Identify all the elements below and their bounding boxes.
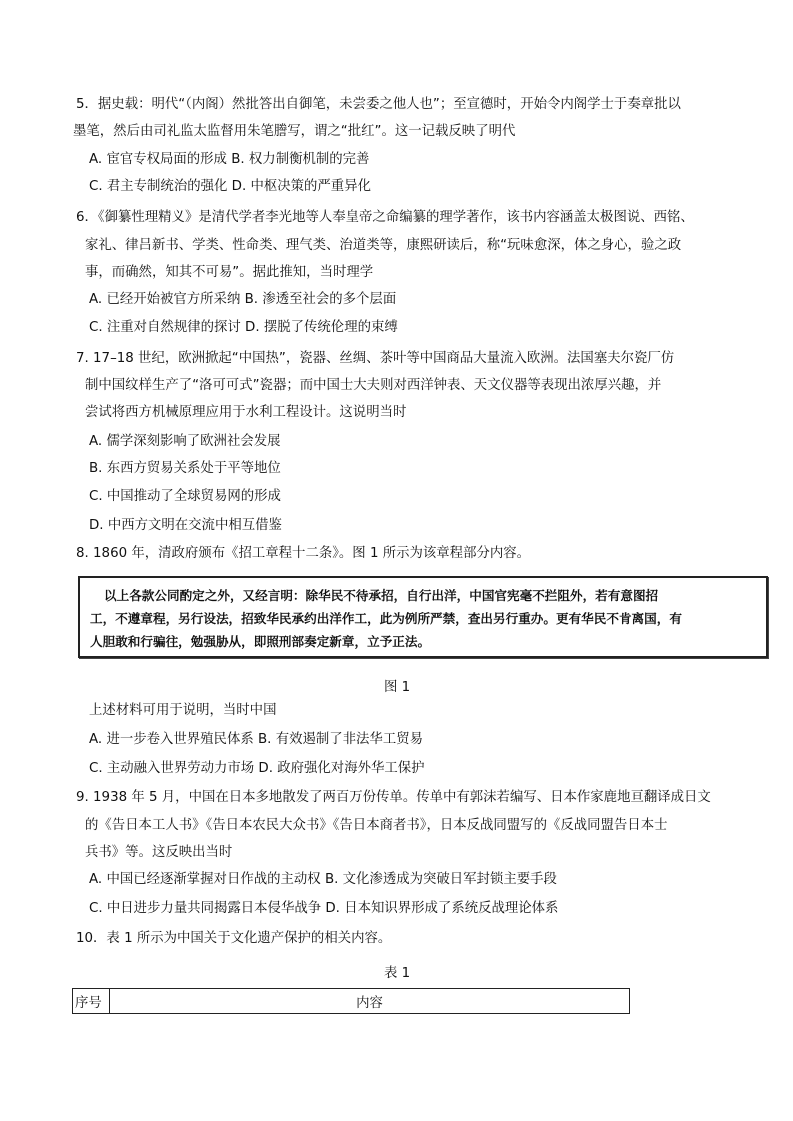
figure-1-caption: 图 1 [384,680,411,695]
q7-option-b: B. 东西方贸易关系处于平等地位 [89,461,281,476]
table-header-row [73,989,630,1014]
q9-stem-line1: 9. 1938 年 5 月，中国在日本多地散发了两百万份传单。传单中有郭沫若编写、日本作家鹿地亘翻译成日文 [76,790,711,805]
q7-stem-line3: 尝试将西方机械原理应用于水利工程设计。这说明当时 [85,405,407,420]
q7-stem-line2: 制中国纹样生产了“洛可可式”瓷器；而中国士大夫则对西洋钟表、天文仪器等表现出浓厚兴趣，并 [85,378,662,393]
q9-stem-line3: 兵书》等。这反映出当时 [85,845,233,860]
q5-options-cd: C. 君主专制统治的强化 D. 中枢决策的严重异化 [89,179,371,194]
table-header-index: 序号 [73,989,110,1014]
q9-stem-line2: 的《告日本工人书》《告日本农民大众书》《告日本商者书》，日本反战同盟写的《反战同盟告日本士 [85,818,668,833]
q7-option-c: C. 中国推动了全球贸易网的形成 [89,489,281,504]
table-1-caption: 表 1 [384,966,411,981]
q8-question-stem: 上述材料可用于说明，当时中国 [89,703,277,718]
q5-stem-line1: 5．据史载：明代“（内阁）然批答出自御笔，未尝委之他人也”；至宣德时，开始令内阁学士于奏章批以 [76,97,681,112]
q5-options-ab: A. 宦官专权局面的形成 B. 权力制衡机制的完善 [89,152,370,167]
q8-stem-line1: 8. 1860 年，清政府颁布《招工章程十二条》。图 1 所示为该章程部分内容。 [76,546,531,561]
q6-options-cd: C. 注重对自然规律的探讨 D. 摆脱了传统伦理的束缚 [89,320,398,335]
table-1 [72,988,630,1014]
q9-options-ab: A. 中国已经逐渐掌握对日作战的主动权 B. 文化渗透成为突破日军封锁主要手段 [89,872,557,887]
q7-option-a: A. 儒学深刻影响了欧洲社会发展 [89,434,281,449]
q6-stem-line1: 6．《御纂性理精义》是清代学者李光地等人奉皇帝之命编纂的理学著作，该书内容涵盖太极图说、西铭、 [76,210,694,225]
q8-options-cd: C. 主动融入世界劳动力市场 D. 政府强化对海外华工保护 [89,761,425,776]
figure-1-quote-line3: 人胆敢和行骗往，勉强胁从，即照刑部奏定新章，立予正法。 [90,634,431,649]
figure-1-quote-line1: 以上各款公同酌定之外，又经言明：除华民不待承招，自行出洋，中国官宪毫不拦阻外，若有意图招 [104,588,659,603]
q9-options-cd: C. 中日进步力量共同揭露日本侵华战争 D. 日本知识界形成了系统反战理论体系 [89,901,559,916]
q7-option-d: D. 中西方文明在交流中相互借鉴 [89,518,282,533]
q6-stem-line3: 事，而确然，知其不可易”。据此推知，当时理学 [85,265,374,280]
q10-stem-line1: 10．表 1 所示为中国关于文化遗产保护的相关内容。 [76,931,392,946]
q5-stem-line2: 墨笔，然后由司礼监太监督用朱笔謄写，谓之“批红”。这一记载反映了明代 [73,124,516,139]
q8-options-ab: A. 进一步卷入世界殖民体系 B. 有效遏制了非法华工贸易 [89,732,423,747]
q6-options-ab: A. 已经开始被官方所采纳 B. 渗透至社会的多个层面 [89,292,397,307]
q6-stem-line2: 家礼、律吕新书、学类、性命类、理气类、治道类等，康熙研读后，称“玩味愈深，体之身心，验之政 [85,238,682,253]
q7-stem-line1: 7. 17–18 世纪，欧洲掀起“中国热”，瓷器、丝绸、茶叶等中国商品大量流入欧洲。法国塞夫尔瓷厂仿 [76,351,675,366]
table-header-content: 内容 [110,989,630,1014]
figure-1-quote-line2: 工，不遵章程，另行设法，招致华民承约出洋作工，此为例所严禁，查出另行重办。更有华民不肯离国，有 [90,611,682,626]
